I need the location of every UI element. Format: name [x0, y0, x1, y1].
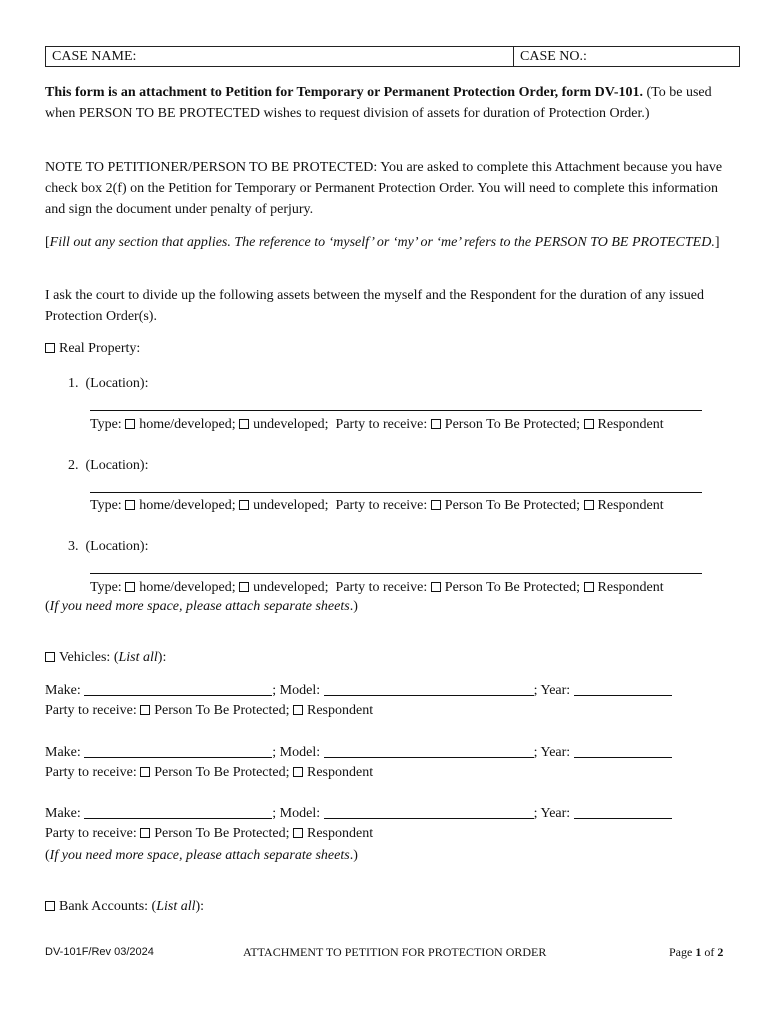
protected-checkbox[interactable]	[431, 582, 441, 592]
instruction-paragraph	[45, 232, 735, 253]
item-number: 3.	[68, 539, 79, 554]
type-label: Type:	[90, 498, 122, 513]
more-space-note-2	[45, 846, 358, 866]
case-header	[45, 46, 740, 67]
make-field[interactable]	[84, 743, 272, 758]
paren-open: (	[45, 848, 50, 863]
bank-accounts-list-all: List all	[156, 899, 196, 914]
model-label: ; Model:	[272, 683, 321, 698]
vehicle-row-1	[45, 681, 672, 701]
property-item-1	[68, 374, 148, 394]
respondent-checkbox[interactable]	[584, 582, 594, 592]
undeveloped-checkbox[interactable]	[239, 582, 249, 592]
paren-close: .)	[349, 599, 358, 614]
home-developed-label: home/developed;	[139, 417, 236, 432]
year-field[interactable]	[574, 804, 672, 819]
protected-label: Person To Be Protected;	[154, 826, 290, 841]
page-of: of	[701, 945, 718, 959]
bank-accounts-checkbox[interactable]	[45, 901, 55, 911]
bank-accounts-close: ):	[195, 899, 205, 914]
protected-label: Person To Be Protected;	[444, 498, 581, 513]
note-paragraph: NOTE TO PETITIONER/PERSON TO BE PROTECTED: You are asked to complete this Attachment because you have check box 2(f) on the Petition for Temporary or Permanent Protection Order. You will need to complete this information and sign the document under penalty of perjury.	[45, 160, 723, 217]
undeveloped-checkbox[interactable]	[239, 500, 249, 510]
property-item-2	[68, 456, 148, 476]
intro-paragraph	[45, 82, 735, 124]
party-label: Party to receive:	[335, 580, 428, 595]
home-developed-label: home/developed;	[139, 580, 236, 595]
respondent-label: Respondent	[307, 703, 374, 718]
property-1-type-row	[90, 415, 664, 435]
case-number-label: CASE NO.:	[520, 49, 587, 64]
party-label: Party to receive:	[335, 498, 428, 513]
home-developed-label: home/developed;	[139, 498, 236, 513]
request-paragraph: I ask the court to divide up the following assets between the myself and the Respondent for the duration of any issued Protection Order(s).	[45, 288, 705, 324]
footer-title: ATTACHMENT TO PETITION FOR PROTECTION ORDER	[243, 945, 547, 959]
protected-checkbox[interactable]	[140, 705, 150, 715]
instruction-text: Fill out any section that applies. The reference to ‘myself’ or ‘my’ or ‘me’ refers to the PERSON TO BE PROTECTED.	[49, 235, 715, 250]
make-label: Make:	[45, 745, 81, 760]
item-number: 2.	[68, 458, 79, 473]
intro-bold-text: This form is an attachment to Petition for Temporary or Permanent Protection Order, form DV-101.	[45, 85, 644, 100]
protected-label: Person To Be Protected;	[444, 417, 581, 432]
case-number-field[interactable]	[514, 47, 739, 66]
vehicle-1-party-row	[45, 701, 373, 721]
footer-page-number	[669, 944, 723, 960]
model-field[interactable]	[324, 743, 534, 758]
vehicles-list-all: List all	[118, 650, 158, 665]
protected-checkbox[interactable]	[140, 828, 150, 838]
location-1-line[interactable]	[90, 410, 702, 411]
location-3-line[interactable]	[90, 573, 702, 574]
year-field[interactable]	[574, 743, 672, 758]
property-3-type-row	[90, 578, 664, 598]
page-prefix: Page	[669, 945, 696, 959]
respondent-checkbox[interactable]	[293, 705, 303, 715]
undeveloped-label: undeveloped;	[253, 417, 329, 432]
case-name-label: CASE NAME:	[52, 49, 137, 64]
property-item-3	[68, 537, 148, 557]
vehicles-checkbox[interactable]	[45, 652, 55, 662]
party-label: Party to receive:	[45, 703, 137, 718]
protected-checkbox[interactable]	[431, 419, 441, 429]
respondent-label: Respondent	[597, 417, 664, 432]
home-developed-checkbox[interactable]	[125, 500, 135, 510]
location-label: (Location):	[85, 539, 149, 554]
more-space-text: If you need more space, please attach separate sheets	[49, 848, 350, 863]
paren-close: .)	[349, 848, 358, 863]
protected-checkbox[interactable]	[431, 500, 441, 510]
year-label: ; Year:	[533, 683, 571, 698]
real-property-section	[45, 339, 140, 359]
location-label: (Location):	[85, 458, 149, 473]
respondent-label: Respondent	[597, 498, 664, 513]
vehicle-3-party-row	[45, 824, 373, 844]
respondent-checkbox[interactable]	[584, 419, 594, 429]
year-field[interactable]	[574, 681, 672, 696]
page-total: 2	[717, 945, 724, 959]
vehicle-2-party-row	[45, 763, 373, 783]
respondent-label: Respondent	[597, 580, 664, 595]
footer-form-id: DV-101F/Rev 03/2024	[45, 946, 154, 958]
undeveloped-label: undeveloped;	[253, 580, 329, 595]
vehicles-label: Vehicles: (	[59, 650, 119, 665]
make-label: Make:	[45, 806, 81, 821]
type-label: Type:	[90, 417, 122, 432]
make-field[interactable]	[84, 681, 272, 696]
year-label: ; Year:	[533, 806, 571, 821]
model-label: ; Model:	[272, 806, 321, 821]
party-label: Party to receive:	[45, 765, 137, 780]
case-name-field[interactable]	[46, 47, 514, 66]
location-label: (Location):	[85, 376, 149, 391]
item-number: 1.	[68, 376, 79, 391]
vehicles-section	[45, 648, 166, 668]
bracket-close: ]	[714, 235, 720, 250]
party-label: Party to receive:	[45, 826, 137, 841]
undeveloped-checkbox[interactable]	[239, 419, 249, 429]
home-developed-checkbox[interactable]	[125, 419, 135, 429]
real-property-label: Real Property:	[59, 341, 141, 356]
location-2-line[interactable]	[90, 492, 702, 493]
protected-label: Person To Be Protected;	[444, 580, 581, 595]
vehicle-row-2	[45, 743, 672, 763]
model-label: ; Model:	[272, 745, 321, 760]
model-field[interactable]	[324, 804, 534, 819]
protected-label: Person To Be Protected;	[154, 765, 290, 780]
model-field[interactable]	[324, 681, 534, 696]
year-label: ; Year:	[533, 745, 571, 760]
more-space-text: If you need more space, please attach separate sheets	[49, 599, 350, 614]
protected-label: Person To Be Protected;	[154, 703, 290, 718]
page-current: 1	[695, 945, 702, 959]
protected-checkbox[interactable]	[140, 767, 150, 777]
respondent-label: Respondent	[307, 765, 374, 780]
respondent-checkbox[interactable]	[293, 767, 303, 777]
vehicles-close: ):	[157, 650, 167, 665]
intro-rest-text: (To be used when PERSON TO BE PROTECTED wishes to request division of assets for duration of Protection Order.)	[45, 85, 712, 121]
paren-open: (	[45, 599, 50, 614]
make-label: Make:	[45, 683, 81, 698]
party-label: Party to receive:	[335, 417, 428, 432]
real-property-checkbox[interactable]	[45, 343, 55, 353]
undeveloped-label: undeveloped;	[253, 498, 329, 513]
respondent-label: Respondent	[307, 826, 374, 841]
more-space-note	[45, 597, 358, 617]
bank-accounts-section	[45, 897, 204, 917]
type-label: Type:	[90, 580, 122, 595]
home-developed-checkbox[interactable]	[125, 582, 135, 592]
bank-accounts-label: Bank Accounts: (	[59, 899, 157, 914]
property-2-type-row	[90, 496, 664, 516]
bracket-open: [	[45, 235, 50, 250]
respondent-checkbox[interactable]	[584, 500, 594, 510]
vehicle-row-3	[45, 804, 672, 824]
make-field[interactable]	[84, 804, 272, 819]
respondent-checkbox[interactable]	[293, 828, 303, 838]
